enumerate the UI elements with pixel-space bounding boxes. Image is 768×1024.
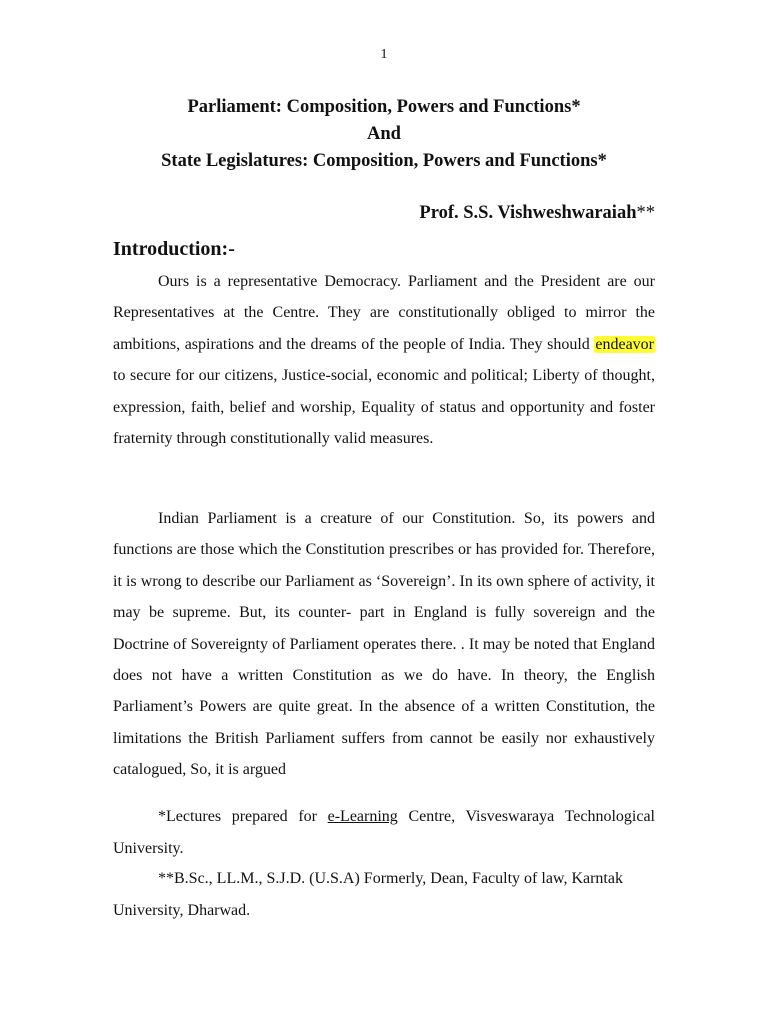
e-learning-link[interactable]: e-Learning [327,808,398,825]
footnote-author-credentials: **B.Sc., LL.M., S.J.D. (U.S.A) Formerly, Dean, Faculty of law, Karntak University, Dharwad. [113,870,623,919]
title-line-3: State Legislatures: Composition, Powers and Functions* [161,151,607,171]
title-line-1: Parliament: Composition, Powers and Functions* [187,97,581,117]
footnote-1-text-start: *Lectures prepared for [158,808,328,825]
author-line [419,203,655,224]
highlighted-word[interactable]: endeavor [595,335,654,353]
footnote-1-text-end: Centre, Visveswaraya Technological University. [113,808,655,857]
paragraph-introduction [113,266,655,454]
section-heading: Introduction:- [113,238,235,260]
author-name: Prof. S.S. Vishweshwaraiah [419,203,637,223]
author-footnote-marker: ** [636,203,655,223]
page-number: 1 [380,47,388,62]
footnote-lectures [113,801,655,864]
paragraph-1-text-end: to secure for our citizens, Justice-social, economic and political; Liberty of thought, expression, faith, belief and worship, Equality of status and opportunity and foster fraternity through constitutionally valid measures. [113,367,655,448]
document-title [0,94,768,175]
title-line-2: And [367,124,401,144]
paragraph-1-text-start: Ours is a representative Democracy. Parliament and the President are our Representatives at the Centre. They are constitutionally obliged to mirror the ambitions, aspirations and the dreams of the people of India. They should [113,273,655,353]
paragraph-parliament: Indian Parliament is a creature of our Constitution. So, its powers and functions are those which the Constitution prescribes or has provided for. Therefore, it is wrong to describe our Parliament as ‘Sovereign’. In its own sphere of activity, it may be supreme. But, its counter- part in England is fully sovereign and the Doctrine of Sovereignty of Parliament operates there. . It may be noted that England does not have a written Constitution as we do have. In theory, the English Parliament’s Powers are quite great. In the absence of a written Constitution, the limitations the British Parliament suffers from cannot be easily nor exhaustively catalogued, So, it is argued [113,510,655,779]
